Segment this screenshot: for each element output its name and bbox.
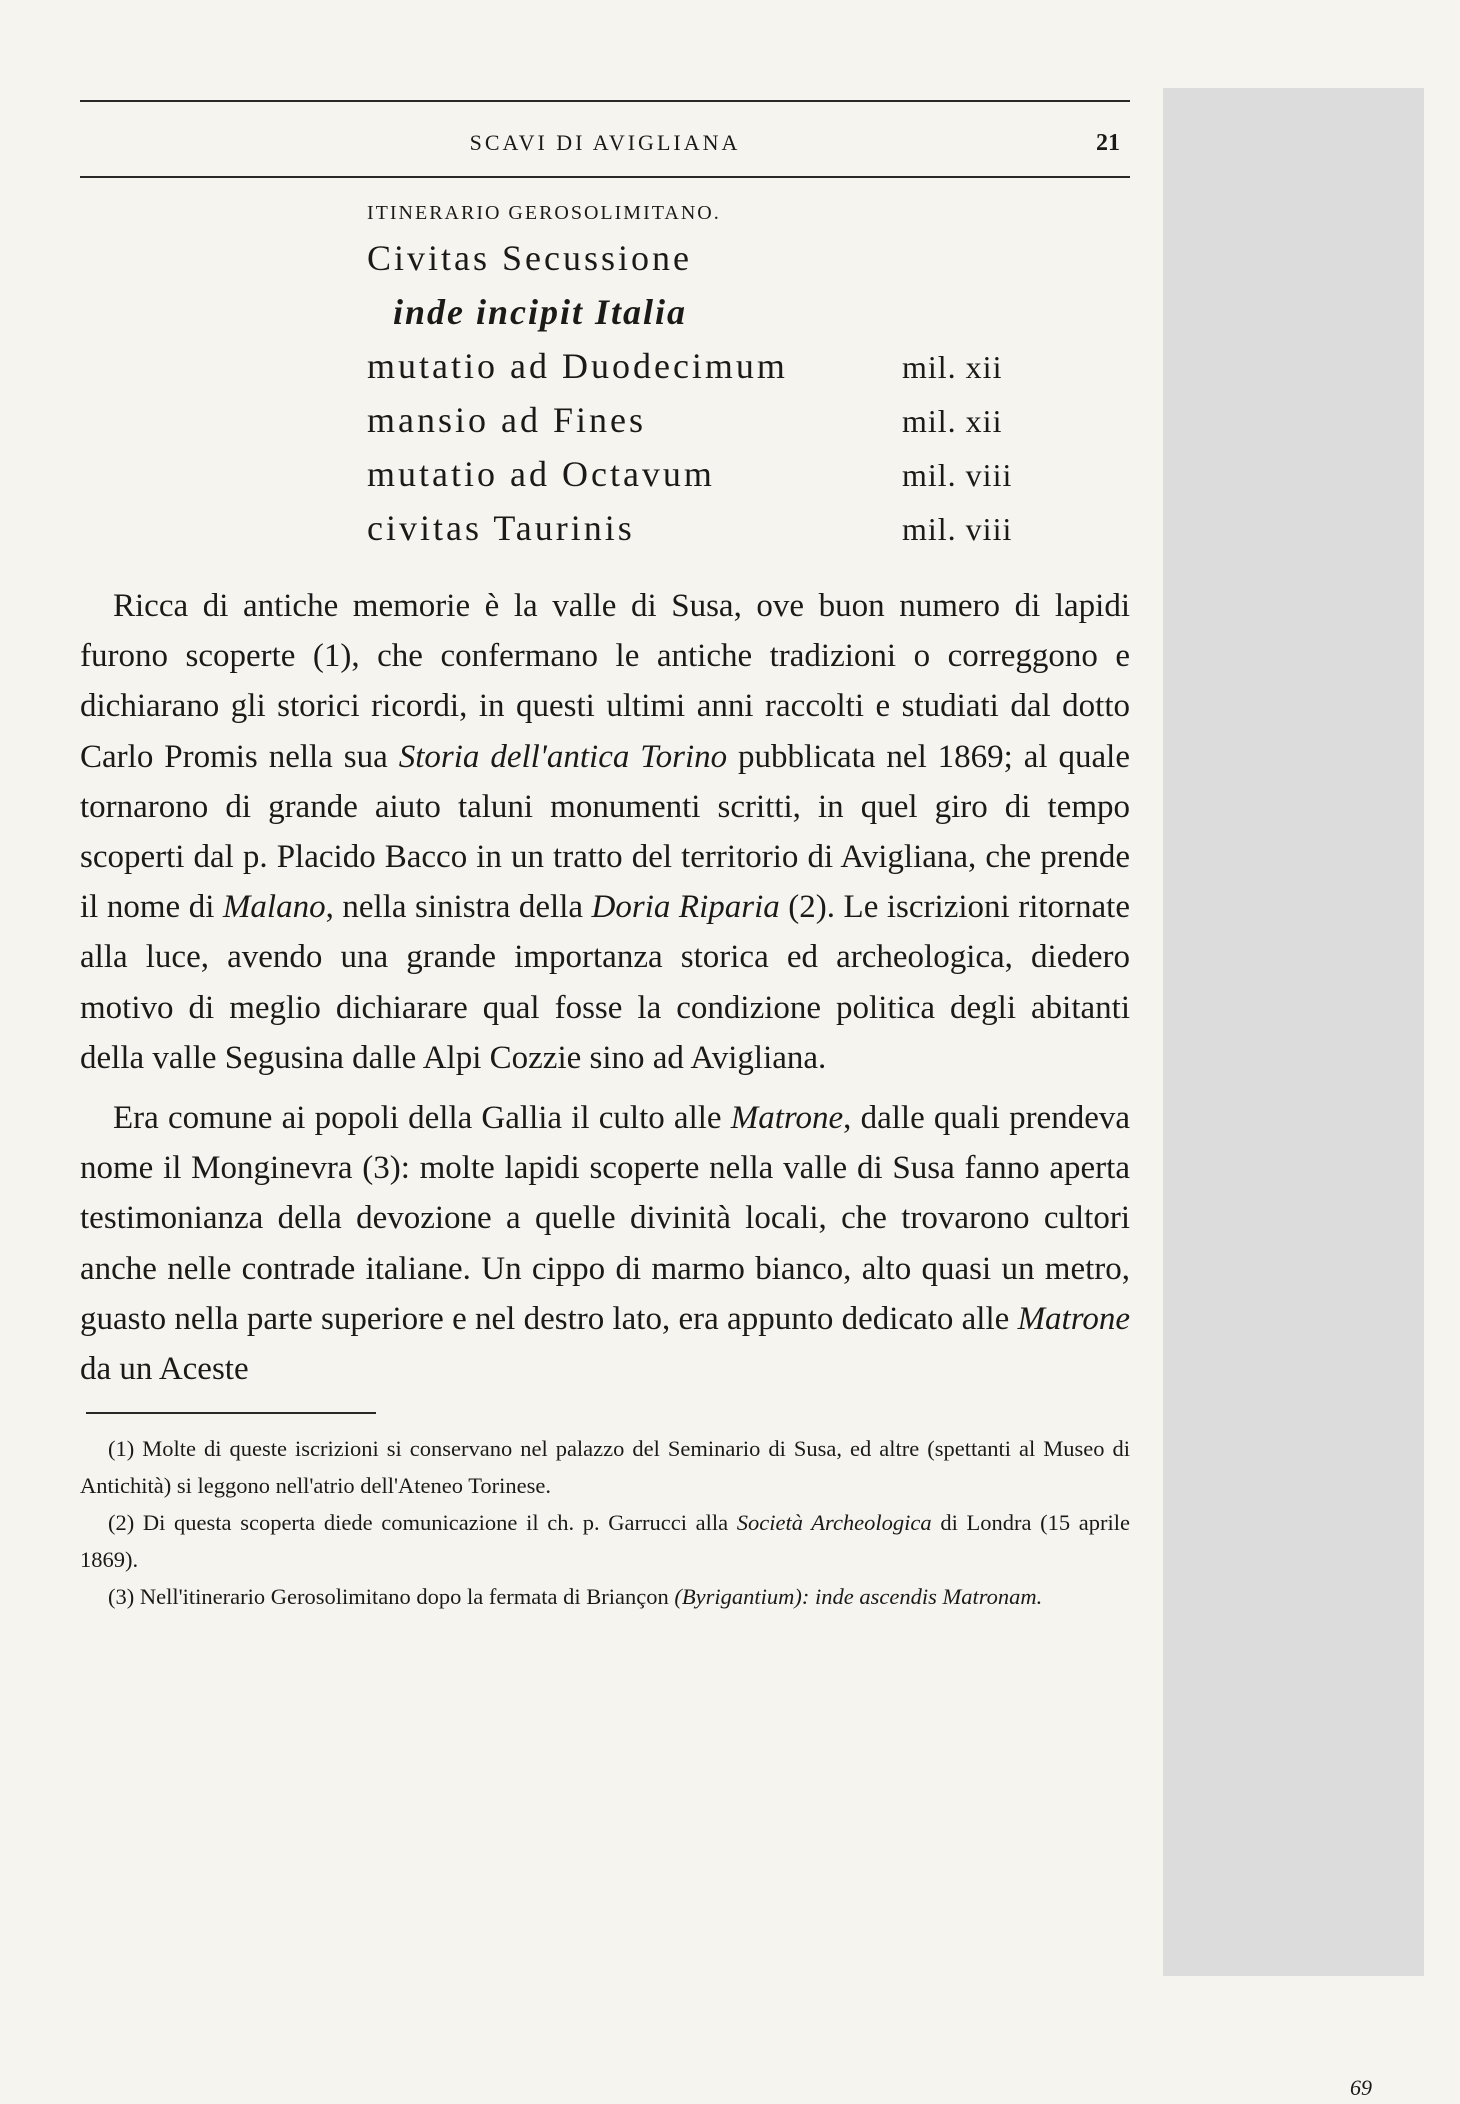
text-run: (2) Di questa scoperta diede comunicazione il ch. p. Garrucci alla — [108, 1510, 737, 1536]
emphasis: Matrone — [1017, 1300, 1130, 1337]
footnote-2 — [80, 1504, 1130, 1578]
text-run: Era comune ai popoli della Gallia il culto alle — [113, 1100, 731, 1137]
paragraph-2 — [80, 1093, 1130, 1394]
itinerary-row — [367, 453, 1130, 507]
footnote-1: (1) Molte di queste iscrizioni si conservano nel palazzo del Seminario di Susa, ed altre (spettanti al Museo di Antichità) si leggono nell'atrio dell'Ateneo Torinese. — [80, 1436, 1130, 1499]
itinerary-table — [367, 237, 1130, 561]
river-name: Doria Riparia — [591, 889, 780, 926]
gray-margin-band — [1163, 88, 1424, 1976]
footnotes — [80, 1430, 1130, 1615]
footnote-rule — [86, 1412, 376, 1414]
book-page-number: 21 — [1096, 130, 1120, 156]
place-name: Malano — [222, 889, 326, 926]
itinerary-row — [367, 345, 1130, 399]
itinerary-distance: mil. viii — [902, 457, 1013, 493]
emphasis: Società Archeologica — [736, 1510, 932, 1536]
text-run: , nella sinistra della — [325, 889, 592, 926]
itinerary-distance: mil. xii — [902, 403, 1003, 439]
itinerary-place: mutatio ad Duodecimum — [367, 346, 788, 386]
itinerary-place: mutatio ad Octavum — [367, 454, 715, 494]
itinerary-distance: mil. viii — [902, 511, 1013, 547]
itinerary-row — [367, 399, 1130, 453]
footnote-3 — [80, 1578, 1130, 1615]
itinerary-place: mansio ad Fines — [367, 400, 646, 440]
running-title: SCAVI DI AVIGLIANA — [469, 130, 741, 155]
book-page — [80, 100, 1130, 1615]
emphasis: Matrone — [730, 1100, 844, 1137]
emphasis: (Byrigantium): inde ascendis Matronam. — [674, 1584, 1043, 1610]
body-text — [80, 581, 1130, 1394]
text-run: Ricca di antiche memorie è la valle di Susa, ove buon numero di lapidi furono scoperte (1), che confermano le antiche tradizioni o correggono e dichiarano gli storici ricordi, in questi ultimi anni raccolti e studiati dal dotto Carlo Promis nella sua — [80, 588, 1130, 775]
header-rule-top — [80, 100, 1130, 102]
header-rule-bottom — [80, 176, 1130, 178]
text-run: (3) Nell'itinerario Gerosolimitano dopo la fermata di Briançon — [108, 1584, 675, 1610]
itinerary-row — [367, 507, 1130, 561]
book-title: Storia dell'antica Torino — [398, 738, 728, 775]
text-run: di Londra (15 aprile 1869). — [80, 1510, 1130, 1573]
itinerary-place: inde incipit Italia — [393, 292, 688, 332]
itinerary-place: Civitas Secussione — [367, 238, 692, 278]
itinerary-distance: mil. xii — [902, 349, 1003, 385]
text-run: (2). Le iscrizioni ritornate alla luce, avendo una grande importanza storica ed archeologica, diedero motivo di meglio dichiarare qual fosse la condizione politica degli abitanti della valle Segusina dalle Alpi Cozzie sino ad Avigliana. — [80, 889, 1130, 1076]
itinerary-heading: ITINERARIO GEROSOLIMITANO. — [367, 202, 721, 224]
text-run: , dalle quali prendeva nome il Monginevra (3): molte lapidi scoperte nella valle di Susa fanno aperta testimonianza della devozione a quelle divinità locali, che trovarono cultori anche nelle contrade italiane. Un cippo di marmo bianco, alto quasi un metro, guasto nella parte superiore e nel destro lato, era appunto dedicato alle — [80, 1100, 1131, 1337]
text-run: pubblicata nel 1869; al quale tornarono di grande aiuto taluni monumenti scritti, in quel giro di tempo scoperti dal p. Placido Bacco in un tratto del territorio di Avigliana, che prende il nome di — [80, 738, 1130, 926]
text-run: da un Aceste — [80, 1351, 249, 1388]
itinerary-place: civitas Taurinis — [367, 508, 635, 548]
paragraph-1 — [80, 581, 1130, 1083]
running-header — [80, 124, 1130, 164]
itinerary-row — [367, 237, 1130, 291]
itinerary-row — [367, 291, 1130, 345]
scan-page-number: 69 — [1350, 2075, 1372, 2100]
